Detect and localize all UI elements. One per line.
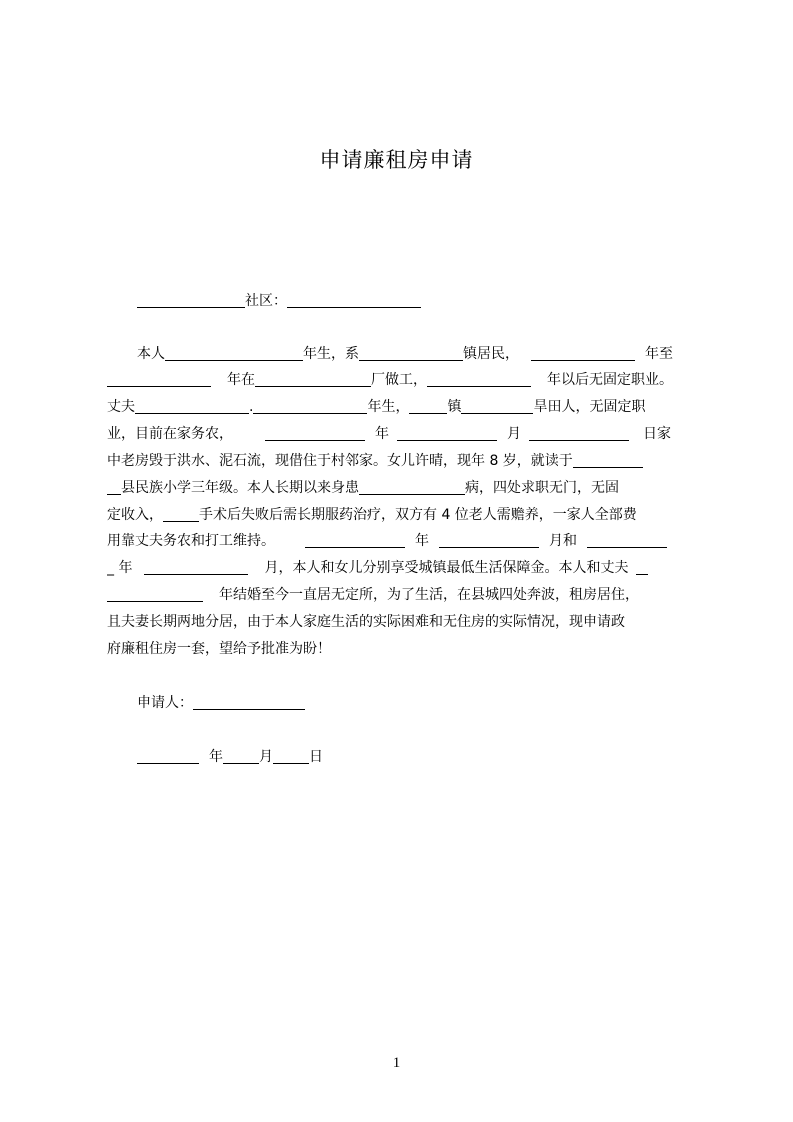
paragraph-line: 府廉租住房一套，望给予批准为盼！: [107, 641, 331, 657]
blank-field[interactable]: [305, 533, 405, 548]
paragraph-line: 且夫妻长期两地分居，由于本人家庭生活的实际困难和无住房的实际情况，现申请政: [107, 614, 625, 630]
paragraph-line: 年在 厂做工， 年以后无固定职业。: [107, 367, 697, 393]
day-blank[interactable]: [273, 749, 309, 764]
blank-field[interactable]: [636, 560, 648, 575]
blank-field[interactable]: [397, 426, 497, 441]
blank-field[interactable]: [573, 453, 643, 468]
paragraph-line: 丈夫 . 年生， 镇 旱田人，无固定职: [107, 399, 646, 415]
paragraph-line: _ 年 月，本人和女儿分别享受城镇最低生活保障金。本人和丈夫: [107, 555, 697, 581]
blank-field[interactable]: [427, 372, 531, 387]
blank-field[interactable]: [107, 587, 203, 602]
paragraph-line: 本人 年生，系 镇居民， 年至: [137, 346, 673, 362]
blank-field[interactable]: [255, 372, 371, 387]
month-blank[interactable]: [223, 749, 259, 764]
applicant-line: 申请人：: [137, 690, 697, 716]
paragraph-line: 县民族小学三年级。本人长期以来身患 病，四处求职无门，无固: [107, 475, 697, 501]
blank-field[interactable]: [107, 372, 211, 387]
blank-field[interactable]: [137, 293, 245, 308]
date-line: 年 月 日: [137, 744, 697, 770]
blank-field[interactable]: [409, 399, 447, 414]
paragraph-line: 定收入， 手术后失败后需长期服药治疗，双方有 4 位老人需赡养，一家人全部费: [107, 507, 637, 523]
blank-field[interactable]: [461, 399, 533, 414]
community-blank[interactable]: [287, 293, 421, 308]
document-title: 申请廉租房申请: [319, 148, 474, 172]
blank-field[interactable]: [265, 426, 365, 441]
blank-field[interactable]: [359, 480, 465, 495]
applicant-name-blank[interactable]: [193, 695, 305, 710]
blank-field[interactable]: [359, 346, 463, 361]
blank-field[interactable]: [587, 533, 667, 548]
blank-field[interactable]: [107, 480, 121, 495]
blank-field[interactable]: [253, 399, 367, 414]
blank-field[interactable]: [165, 346, 303, 361]
paragraph-line: 业，目前在家务农， 年 月 日家: [107, 426, 671, 442]
paragraph-line: 用靠丈夫务农和打工维持。 年 月和: [107, 528, 697, 554]
blank-field[interactable]: [531, 346, 635, 361]
community-line: 社区：: [137, 288, 697, 314]
blank-field[interactable]: [439, 533, 539, 548]
paragraph-line: 中老房毁于洪水、泥石流，现借住于村邻家。女儿许晴，现年 8 岁，就读于: [107, 448, 697, 474]
blank-field[interactable]: [163, 507, 199, 522]
blank-field[interactable]: [144, 560, 248, 575]
blank-field[interactable]: [529, 426, 629, 441]
page-number: 1: [392, 1055, 401, 1071]
blank-field[interactable]: [135, 399, 249, 414]
year-blank[interactable]: [137, 749, 199, 764]
paragraph-line: 年结婚至今一直居无定所，为了生活，在县城四处奔波，租房居住，: [107, 582, 697, 608]
